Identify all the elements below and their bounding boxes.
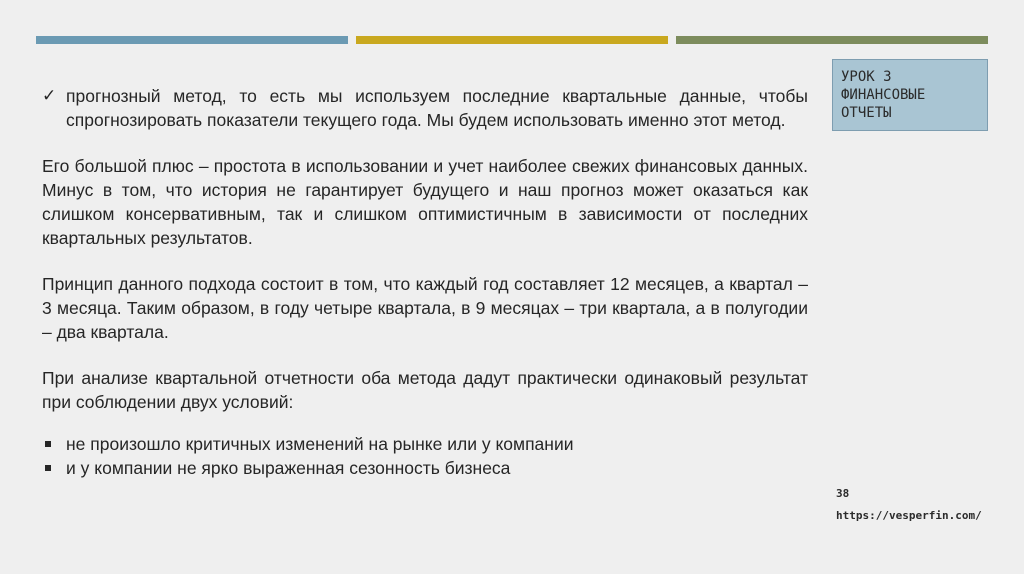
list-item-text: не произошло критичных изменений на рынке или у компании	[66, 434, 574, 454]
conditions-list	[42, 432, 808, 480]
paragraph-advantages: Его большой плюс – простота в использовании и учет наиболее свежих финансовых данных. Минус в том, что история не гарантирует будущего и наш прогноз может оказаться как слишком консервативным, так и слишком оптимистичным в зависимости от последних квартальных результатов.	[42, 156, 808, 248]
paragraph-conditions: При анализе квартальной отчетности оба метода дадут практически одинаковый результат при соблюдении двух условий:	[42, 368, 808, 412]
checked-list-item	[42, 84, 808, 132]
lesson-number: УРОК 3	[841, 69, 892, 85]
lesson-title-box	[832, 59, 988, 131]
square-bullet-icon	[42, 432, 66, 456]
square-bullet-icon	[42, 456, 66, 480]
page-number: 38	[836, 487, 850, 500]
paragraph-principle: Принцип данного подхода состоит в том, что каждый год составляет 12 месяцев, а квартал – 3 месяца. Таким образом, в году четыре квартала, в 9 месяцах – три квартала, а в полугодии – два квартала.	[42, 274, 808, 342]
list-item	[42, 456, 808, 480]
list-item-text: и у компании не ярко выраженная сезонность бизнеса	[66, 458, 511, 478]
site-url-link[interactable]: https://vesperfin.com/	[836, 509, 982, 522]
top-bar-blue	[36, 36, 348, 44]
lesson-topic-line-2: ОТЧЕТЫ	[841, 105, 892, 121]
lesson-topic-line-1: ФИНАНСОВЫЕ	[841, 87, 926, 103]
check-mark-icon: ✓	[42, 86, 57, 105]
checked-item-text: прогнозный метод, то есть мы используем последние квартальные данные, чтобы спрогнозировать показатели текущего года. Мы будем использовать именно этот метод.	[66, 86, 808, 130]
top-bar-yellow	[356, 36, 668, 44]
top-bar-olive	[676, 36, 988, 44]
list-item	[42, 432, 808, 456]
slide-content	[42, 84, 808, 480]
top-decorative-bars	[36, 36, 988, 44]
